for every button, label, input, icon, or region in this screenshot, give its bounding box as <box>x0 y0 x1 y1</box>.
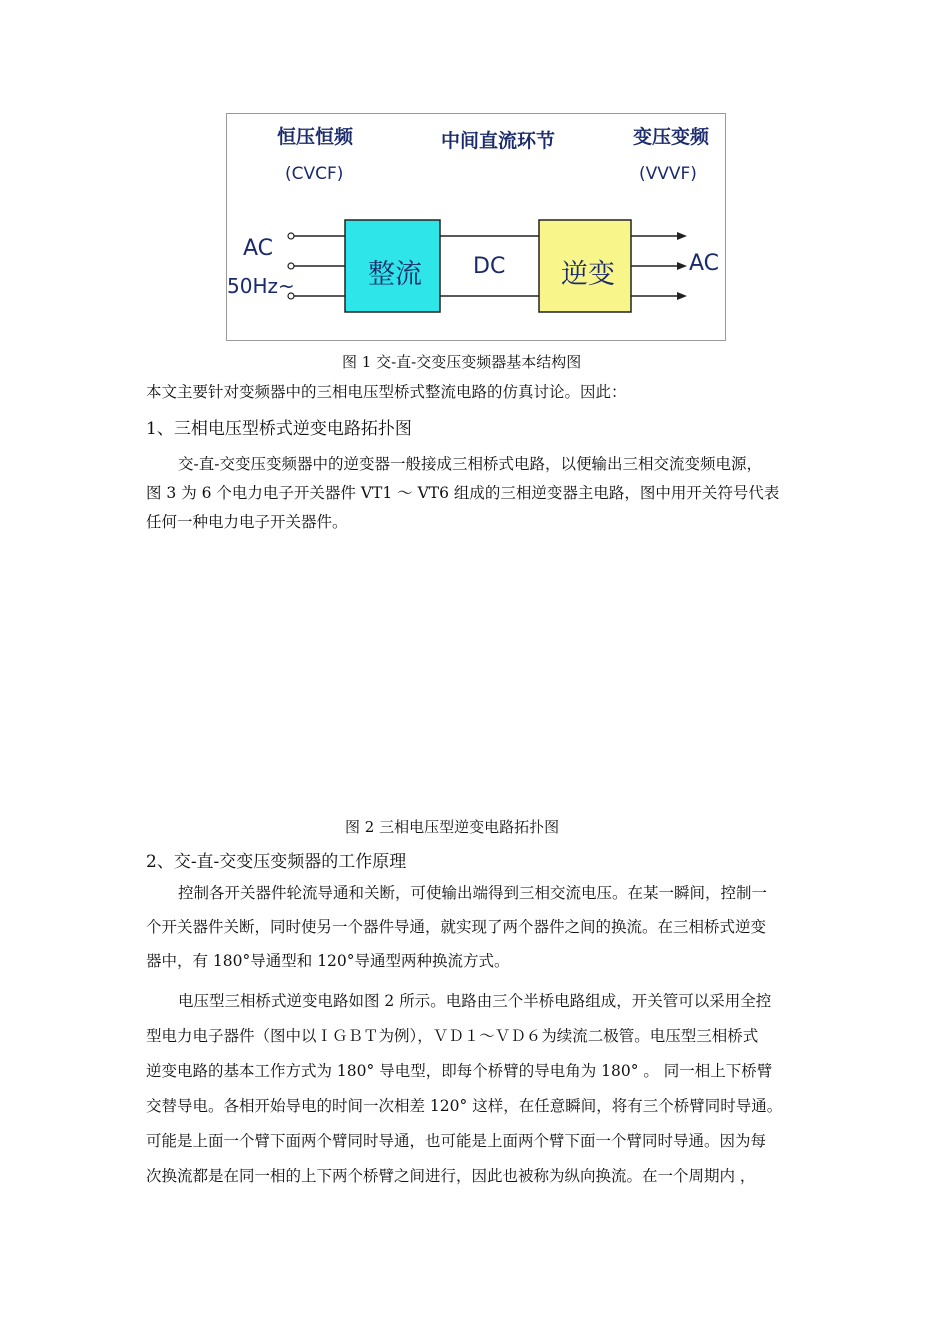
ac-output-label: AC <box>689 251 720 276</box>
paragraph-line: 型电力电子器件（图中以ＩＧＢＴ为例），ＶＤ１～ＶＤ６为续流二极管。电压型三相桥式 <box>146 1027 759 1045</box>
inverter-label: 逆变 <box>561 259 615 290</box>
cvcf-abbr: (CVCF) <box>285 164 344 184</box>
section2-paragraph2 <box>146 984 782 1194</box>
figure2-caption: 图 2 三相电压型逆变电路拓扑图 <box>345 818 560 836</box>
paragraph-line: 控制各开关器件轮流导通和关断，可使输出端得到三相交流电压。在某一瞬间，控制一 <box>178 884 768 902</box>
input-terminal <box>288 263 294 269</box>
paragraph-line: 电压型三相桥式逆变电路如图 2 所示。电路由三个半桥电路组成，开关管可以采用全控 <box>178 992 772 1010</box>
input-terminal <box>288 233 294 239</box>
paragraph-line: 个开关器件关断，同时使另一个器件导通，就实现了两个器件之间的换流。在三相桥式逆变 <box>146 918 767 936</box>
paragraph-line: 交替导电。各相开始导电的时间一次相差 120° 这样，在任意瞬间，将有三个桥臂同时导通。 <box>146 1097 783 1115</box>
section2-heading: 2、交-直-交变压变频器的工作原理 <box>146 852 407 872</box>
paragraph-line: 逆变电路的基本工作方式为 180° 导电型，即每个桥臂的导电角为 180° 。 同一相上下桥臂 <box>146 1062 773 1080</box>
paragraph-line: 次换流都是在同一相的上下两个桥臂之间进行，因此也被称为纵向换流。在一个周期内 ， <box>146 1167 756 1185</box>
dc-link-title: 中间直流环节 <box>441 130 556 152</box>
section1-paragraph <box>146 450 779 537</box>
frequency-input-label: 50Hz~ <box>227 274 295 298</box>
paragraph-line: 器中，有 180°导通型和 120°导通型两种换流方式。 <box>146 952 510 970</box>
section1-heading: 1、三相电压型桥式逆变电路拓扑图 <box>146 419 412 439</box>
vvvf-abbr: (VVVF) <box>639 164 697 184</box>
section2-paragraph1 <box>146 876 767 978</box>
paragraph-line: 交-直-交变压变频器中的逆变器一般接成三相桥式电路，以便输出三相交流变频电源， <box>178 455 762 473</box>
cvcf-title: 恒压恒频 <box>277 126 354 148</box>
figure1-caption: 图 1 交-直-交变压变频器基本结构图 <box>342 353 582 371</box>
ac-input-label: AC <box>243 236 274 261</box>
output-arrow <box>677 262 687 270</box>
output-arrow <box>677 292 687 300</box>
output-arrow <box>677 232 687 240</box>
paragraph-line: 可能是上面一个臂下面两个臂同时导通，也可能是上面两个臂下面一个臂同时导通。因为每 <box>146 1132 767 1150</box>
intro-paragraph: 本文主要针对变频器中的三相电压型桥式整流电路的仿真讨论。因此： <box>146 383 627 401</box>
vvvf-title: 变压变频 <box>633 126 710 148</box>
rectifier-label: 整流 <box>368 259 422 290</box>
paragraph-line: 任何一种电力电子开关器件。 <box>146 513 348 531</box>
dc-label: DC <box>473 254 506 279</box>
paragraph-line: 图 3 为 6 个电力电子开关器件 VT1 ～ VT6 组成的三相逆变器主电路，图中用开关符号代表 <box>146 484 780 502</box>
figure1-diagram <box>226 113 726 341</box>
